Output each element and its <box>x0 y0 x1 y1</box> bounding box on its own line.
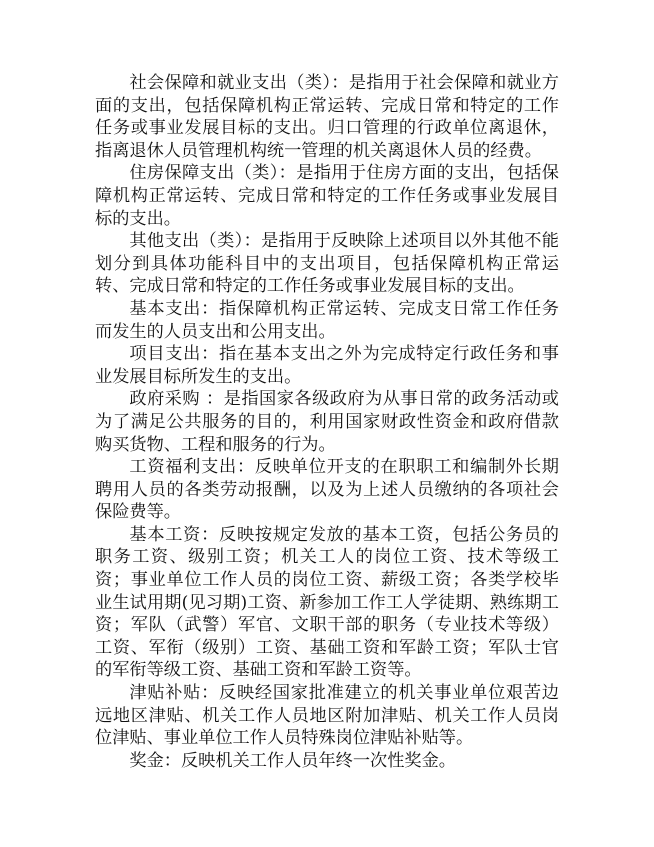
paragraph-project-expenditure: 项目支出：指在基本支出之外为完成特定行政任务和事业发展目标所发生的支出。 <box>95 344 559 387</box>
document-body <box>95 72 559 772</box>
paragraph-basic-expenditure: 基本支出：指保障机构正常运转、完成支日常工作任务而发生的人员支出和公用支出。 <box>95 298 559 342</box>
paragraph-government-procurement: 政府采购 ：是指国家各级政府为从事日常的政务活动或为了满足公共服务的目的，利用国家财政性资金和政府借款购买货物、工程和服务的行为。 <box>95 389 559 455</box>
paragraph-housing: 住房保障支出（类）：是指用于住房方面的支出，包括保障机构正常运转、完成日常和特定的工作任务或事业发展目标的支出。 <box>95 163 559 229</box>
paragraph-social-security: 社会保障和就业支出（类）：是指用于社会保障和就业方面的支出，包括保障机构正常运转、完成日常和特定的工作任务或事业发展目标的支出。归口管理的行政单位离退休，指离退休人员管理机构统一管理的机关离退休人员的经费。 <box>95 73 559 161</box>
paragraph-allowances: 津贴补贴：反映经国家批准建立的机关事业单位艰苦边远地区津贴、机关工作人员地区附加津贴、机关工作人员岗位津贴、事业单位工作人员特殊岗位津贴补贴等。 <box>95 683 559 749</box>
paragraph-wages-welfare: 工资福利支出：反映单位开支的在职职工和编制外长期聘用人员的各类劳动报酬，以及为上述人员缴纳的各项社会保险费等。 <box>95 457 559 523</box>
paragraph-bonus: 奖金：反映机关工作人员年终一次性奖金。 <box>129 750 456 771</box>
paragraph-other-expenditure: 其他支出（类）：是指用于反映除上述项目以外其他不能划分到具体功能科目中的支出项目，包括保障机构正常运转、完成日常和特定的工作任务或事业发展目标的支出。 <box>95 231 559 297</box>
paragraph-basic-wage: 基本工资：反映按规定发放的基本工资，包括公务员的职务工资、级别工资；机关工人的岗位工资、技术等级工资；事业单位工作人员的岗位工资、薪级工资；各类学校毕业生试用期(见习期)工资、新参加工作工人学徒期、熟练期工资；军队（武警）军官、文职干部的职务（专业技术等级）工资、军衔（级别）工资、基础工资和军龄工资；军队士官的军衔等级工资、基础工资和军龄工资等。 <box>95 524 559 681</box>
